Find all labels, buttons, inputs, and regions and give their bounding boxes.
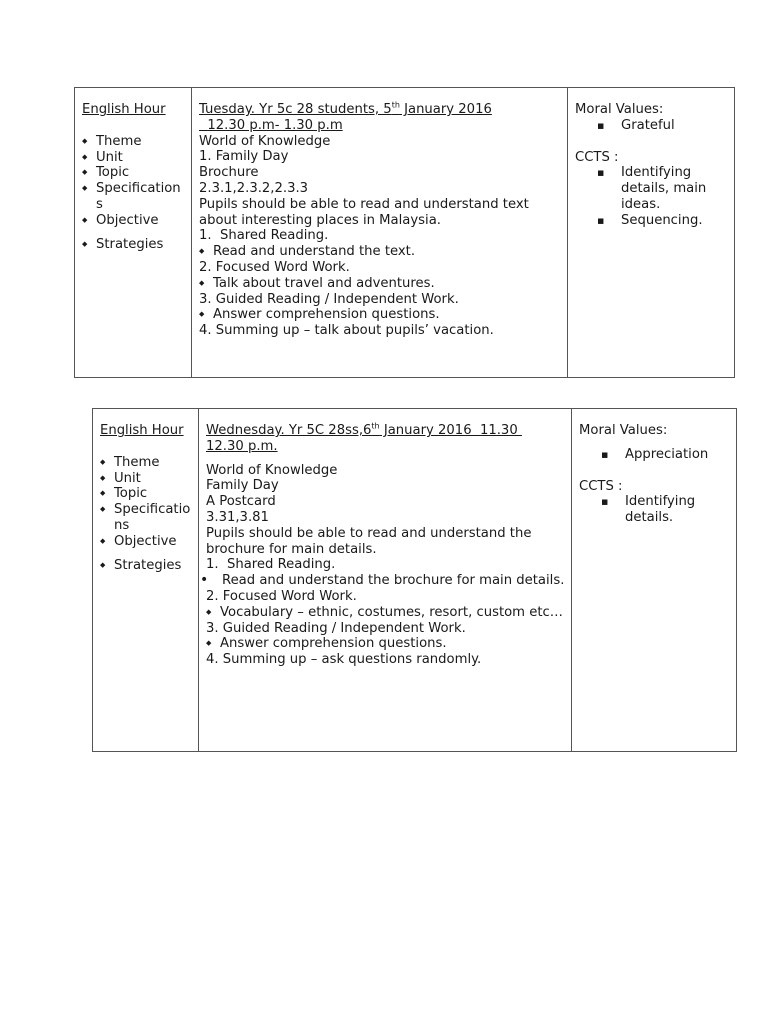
strategy-step: 1. Shared Reading. bbox=[206, 557, 336, 573]
label-list-strategies bbox=[82, 237, 186, 253]
english-hour-label: English Hour bbox=[100, 423, 184, 438]
ccts-list bbox=[579, 494, 731, 526]
label-item-strategies: ◆ Strategies bbox=[100, 558, 193, 574]
moral-values-title: Moral Values: bbox=[575, 102, 664, 117]
unit-value: 1. Family Day bbox=[199, 149, 289, 165]
ccts-item: ▪ Identifying details, main ideas. bbox=[575, 165, 729, 212]
strategy-bullet: ◆ Vocabulary – ethnic, costumes, resort, custom etc… bbox=[206, 605, 566, 621]
main-column bbox=[192, 88, 568, 378]
label-item-specifications: ◆ Specificatio ns bbox=[100, 502, 193, 534]
strategy-bullet: ◆ Answer comprehension questions. bbox=[199, 307, 562, 323]
strategy-step: 4. Summing up – ask questions randomly. bbox=[206, 652, 482, 668]
lesson-plan-table-2 bbox=[92, 408, 737, 752]
label-item-strategies: ◆ Strategies bbox=[82, 237, 186, 253]
label-item-objective: ◆ Objective bbox=[82, 213, 186, 229]
side-column bbox=[572, 409, 737, 752]
strategy-step: 2. Focused Word Work. bbox=[206, 588, 357, 604]
strategy-bullet: ◆ Talk about travel and adventures. bbox=[199, 276, 562, 292]
theme-value: World of Knowledge bbox=[206, 462, 338, 478]
lesson-heading: Wednesday. Yr 5C 28ss,6th January 2016 11.30 bbox=[206, 421, 522, 438]
strategy-bullet: ◆ Read and understand the text. bbox=[199, 244, 562, 260]
strategy-step: 3. Guided Reading / Independent Work. bbox=[206, 620, 466, 636]
objective-value: Pupils should be able to read and understand text about interesting places in Malaysia. bbox=[199, 196, 534, 228]
topic-value: A Postcard bbox=[206, 494, 276, 510]
moral-values-list bbox=[575, 118, 729, 134]
label-item-theme: ◆ Theme bbox=[100, 455, 193, 471]
moral-values-title: Moral Values: bbox=[579, 423, 668, 438]
moral-value-item: ▪ Appreciation bbox=[579, 447, 731, 463]
theme-value: World of Knowledge bbox=[199, 133, 331, 149]
ccts-item: ▪ Sequencing. bbox=[575, 213, 729, 229]
lesson-time: 12.30 p.m. bbox=[206, 438, 278, 454]
strategy-step: 1. Shared Reading. bbox=[199, 228, 329, 244]
strategy-bullet: ◆ Answer comprehension questions. bbox=[206, 636, 566, 652]
ccts-item: ▪ Identifying details. bbox=[579, 494, 731, 526]
moral-values-list bbox=[579, 447, 731, 463]
ccts-title: CCTS : bbox=[575, 149, 619, 165]
specifications-value: 2.3.1,2.3.2,2.3.3 bbox=[199, 180, 309, 196]
label-item-unit: ◆ Unit bbox=[100, 471, 193, 487]
ccts-list bbox=[575, 165, 729, 228]
objective-value: Pupils should be able to read and understand the brochure for main details. bbox=[206, 525, 536, 557]
ccts-title: CCTS : bbox=[579, 478, 623, 494]
side-column bbox=[568, 88, 735, 378]
strategy-bullet: • Read and understand the brochure for main details. bbox=[206, 573, 566, 589]
unit-value: Family Day bbox=[206, 478, 279, 494]
label-item-topic: ◆ Topic bbox=[100, 486, 193, 502]
label-item-specifications: ◆ Specification s bbox=[82, 181, 186, 213]
lesson-heading: Tuesday. Yr 5c 28 students, 5th January 2016 bbox=[199, 100, 492, 117]
label-list bbox=[100, 455, 193, 550]
english-hour-label: English Hour bbox=[82, 102, 166, 117]
label-item-objective: ◆ Objective bbox=[100, 534, 193, 550]
label-item-theme: ◆ Theme bbox=[82, 134, 186, 150]
label-item-topic: ◆ Topic bbox=[82, 165, 186, 181]
strategy-step: 4. Summing up – talk about pupils’ vacation. bbox=[199, 323, 494, 339]
strategy-step: 2. Focused Word Work. bbox=[199, 259, 350, 275]
lesson-time: 12.30 p.m- 1.30 p.m bbox=[199, 117, 343, 133]
label-column bbox=[75, 88, 192, 378]
moral-value-item: ▪ Grateful bbox=[575, 118, 729, 134]
label-list-strategies bbox=[100, 558, 193, 574]
main-column bbox=[199, 409, 572, 752]
label-list bbox=[82, 134, 186, 229]
topic-value: Brochure bbox=[199, 165, 259, 181]
label-item-unit: ◆ Unit bbox=[82, 150, 186, 166]
specifications-value: 3.31,3.81 bbox=[206, 509, 269, 525]
strategy-step: 3. Guided Reading / Independent Work. bbox=[199, 291, 459, 307]
lesson-plan-table-1 bbox=[74, 87, 735, 378]
label-column bbox=[93, 409, 199, 752]
